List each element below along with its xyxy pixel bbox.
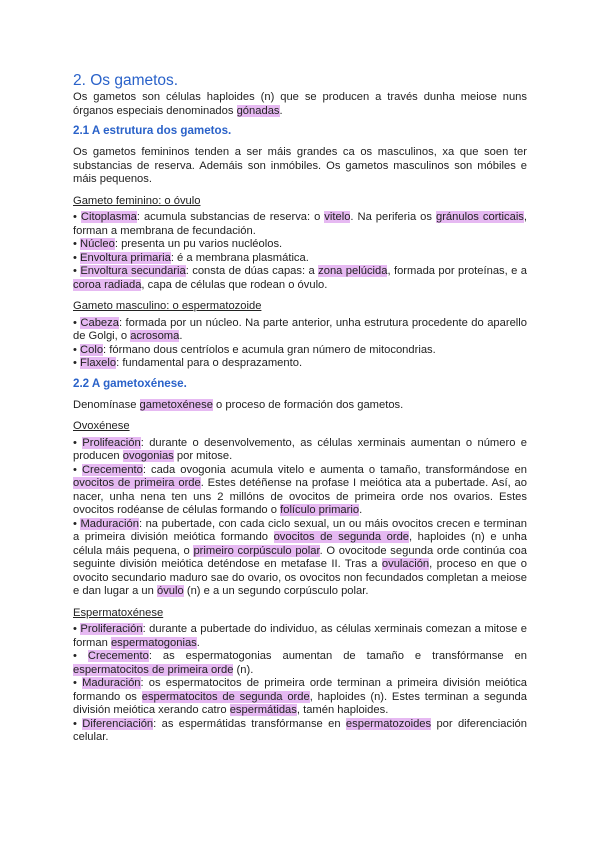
highlighted-term: coroa radiada xyxy=(73,278,142,291)
text-run: (n) e a un segundo corpúsculo polar. xyxy=(183,585,369,597)
subheading-ovoxenese: Ovoxénese xyxy=(73,420,130,432)
text-run: : consta de dúas capas: a xyxy=(185,265,319,277)
text-run: por mitose. xyxy=(173,450,233,462)
highlighted-term: Colo xyxy=(80,343,104,356)
highlighted-term: espermátidas xyxy=(229,704,297,716)
highlighted-term: vitelo xyxy=(324,211,351,223)
document-page xyxy=(73,70,527,745)
text-run: . xyxy=(359,504,363,516)
text-run: , tamén haploides. xyxy=(296,704,389,716)
highlighted-term: Proliferación xyxy=(80,623,143,635)
section-title-gametoxenese: 2.2 A gametoxénese. xyxy=(73,376,187,390)
list-item xyxy=(73,623,527,650)
list-item xyxy=(73,518,527,599)
text-run: : acumula substancias de reserva: o xyxy=(136,211,325,223)
ovulo-list xyxy=(73,211,527,292)
section-title-estrutura: 2.1 A estrutura dos gametos. xyxy=(73,124,232,137)
highlighted-term: ovogonias xyxy=(122,450,174,462)
subheading-espermatozoide: Gameto masculino: o espermatozoide xyxy=(73,300,262,312)
text-run: . xyxy=(279,104,283,117)
highlighted-term: primeiro corpúsculo polar xyxy=(193,544,320,557)
text-run: • xyxy=(73,463,82,476)
text-run: : as espermátidas transfórmanse en xyxy=(153,717,346,730)
highlighted-term: ovocitos de primeira orde xyxy=(73,477,201,489)
highlighted-term: gónadas xyxy=(236,104,280,117)
estrutura-intro: Os gametos femininos tenden a ser máis grandes ca os masculinos, xa que soen ter substancias de reserva. Ademáis son inmóbiles. Os gametos masculinos son móbiles e máis pequenos. xyxy=(73,146,527,185)
text-run: . xyxy=(179,330,183,342)
gametoxenese-intro xyxy=(73,399,527,413)
text-run: : fundamental para o desprazamento. xyxy=(116,357,303,369)
text-run: , capa de células que rodean o óvulo. xyxy=(141,278,328,291)
highlighted-term: zona pelúcida xyxy=(318,265,388,277)
text-run: , forman a membrana de fecundación. xyxy=(73,211,528,237)
text-run: • xyxy=(73,265,81,277)
text-run: Denomínase xyxy=(73,398,140,411)
highlighted-term: gametoxénese xyxy=(139,398,213,411)
text-run: : é a membrana plasmática. xyxy=(170,251,309,264)
text-run: • xyxy=(73,316,81,329)
text-run: : cada ovogonia acumula vitelo e aumenta o tamaño, transformándose en xyxy=(142,463,527,476)
list-item xyxy=(73,211,527,238)
text-run: : na pubertade, con cada ciclo sexual, un ou máis ovocitos crecen e terminan a primeira división meiótica formando xyxy=(73,517,527,543)
text-run: • xyxy=(73,211,81,223)
text-run: • xyxy=(73,623,81,635)
text-run: • xyxy=(73,251,81,264)
text-run: : as espermatogonias aumentan de tamaño e transfórmanse en xyxy=(148,650,527,662)
highlighted-term: espermatocitos de primeira orde xyxy=(73,663,234,676)
list-item xyxy=(73,718,527,745)
highlighted-term: acrosoma xyxy=(130,330,180,342)
highlighted-term: Maduración xyxy=(80,517,139,530)
text-run: (n). xyxy=(233,663,254,676)
highlighted-term: Envoltura primaria xyxy=(80,251,171,264)
highlighted-term: Envoltura secundaria xyxy=(80,265,186,277)
text-run: • xyxy=(73,238,81,250)
text-run: , proceso en que o ovocito secundario maduro sae do ovario, os ovocitos non fecundados completan a meiose e dan lugar a un xyxy=(73,558,527,597)
highlighted-term: Maduración xyxy=(82,677,141,689)
highlighted-term: espermatogonias xyxy=(110,636,197,649)
highlighted-term: ovocitos de segunda orde xyxy=(273,531,410,543)
text-run: , haploides (n). Estes terminan a segunda división meiótica xerando catro xyxy=(73,690,527,716)
highlighted-term: Prolifeación xyxy=(82,436,141,449)
espermatozoide-list xyxy=(73,317,527,371)
text-run: : formada por un núcleo. Na parte anterior, unha estrutura procedente do aparello de Golgi, o xyxy=(73,316,527,342)
text-run: . Estes detéñense na profase I meiótica ata a pubertade. Así, ao nacer, unha nena ten uns 2 millóns de ovocitos de primeira orde nos ovarios. Estes ovocitos rodéanse de células formando o xyxy=(73,477,527,516)
highlighted-term: gránulos corticais xyxy=(435,211,524,223)
ovoxenese-list xyxy=(73,437,527,599)
highlighted-term: Flaxelo xyxy=(80,357,117,369)
list-item xyxy=(73,464,527,518)
text-run: : durante a pubertade do individuo, as células xerminais comezan a mitose e forman xyxy=(73,623,527,649)
list-item xyxy=(73,437,527,464)
list-item xyxy=(73,265,527,292)
highlighted-term: Cabeza xyxy=(80,316,119,329)
list-item xyxy=(73,650,527,677)
text-run: , formada por proteínas, e a xyxy=(387,265,528,277)
highlighted-term: Crecemento xyxy=(81,463,143,476)
highlighted-term: óvulo xyxy=(156,585,184,597)
text-run: . O ovocitode segunda orde continúa coa seguinte división meiótica deténdose en metafase II. Tras a xyxy=(73,544,527,570)
intro-paragraph xyxy=(73,91,527,118)
text-run: • xyxy=(73,517,81,530)
text-run: por diferenciación celular. xyxy=(73,717,527,743)
text-run: , haploides (n) e unha célula máis pequena, o xyxy=(73,531,527,557)
text-run: : os espermatocitos de primeira orde terminan a primeira división meiótica formando os xyxy=(73,677,528,703)
highlighted-term: espermatozoides xyxy=(345,717,432,730)
text-run: • xyxy=(73,650,88,662)
text-run: . Na periferia os xyxy=(350,211,436,223)
espermatoxenese-list xyxy=(73,623,527,745)
text-run: • xyxy=(73,717,83,730)
list-item xyxy=(73,357,527,371)
highlighted-term: ovulación xyxy=(381,558,430,570)
list-item xyxy=(73,344,527,358)
text-run: • xyxy=(73,677,83,689)
subheading-ovulo: Gameto feminino: o óvulo xyxy=(73,194,201,207)
highlighted-term: Diferenciación xyxy=(82,717,154,730)
highlighted-term: Núcleo xyxy=(80,238,115,250)
text-run: • xyxy=(73,357,81,369)
list-item xyxy=(73,677,527,718)
text-run: . xyxy=(196,636,200,649)
highlighted-term: folículo primario xyxy=(280,504,360,516)
list-item xyxy=(73,252,527,266)
subheading-espermatoxenese: Espermatoxénese xyxy=(73,606,164,619)
text-run: : presenta un pu varios nucléolos. xyxy=(114,238,283,250)
text-run: Os gametos son células haploides (n) que se producen a través dunha meiose nuns órganos especiais denominados xyxy=(73,91,527,117)
text-run: o proceso de formación dos gametos. xyxy=(212,398,404,411)
highlighted-term: espermatocitos de segunda orde xyxy=(141,690,310,703)
text-run: • xyxy=(73,343,81,356)
highlighted-term: Citoplasma xyxy=(80,211,137,223)
text-run: • xyxy=(73,436,83,449)
highlighted-term: Crecemento xyxy=(87,650,149,662)
page-title: 2. Os gametos. xyxy=(73,72,179,89)
list-item xyxy=(73,317,527,344)
text-run: : durante o desenvolvemento, as células xerminais aumentan o número e producen xyxy=(73,436,527,462)
list-item xyxy=(73,238,527,252)
text-run: : fórmano dous centríolos e acumula gran número de mitocondrias. xyxy=(103,343,436,356)
